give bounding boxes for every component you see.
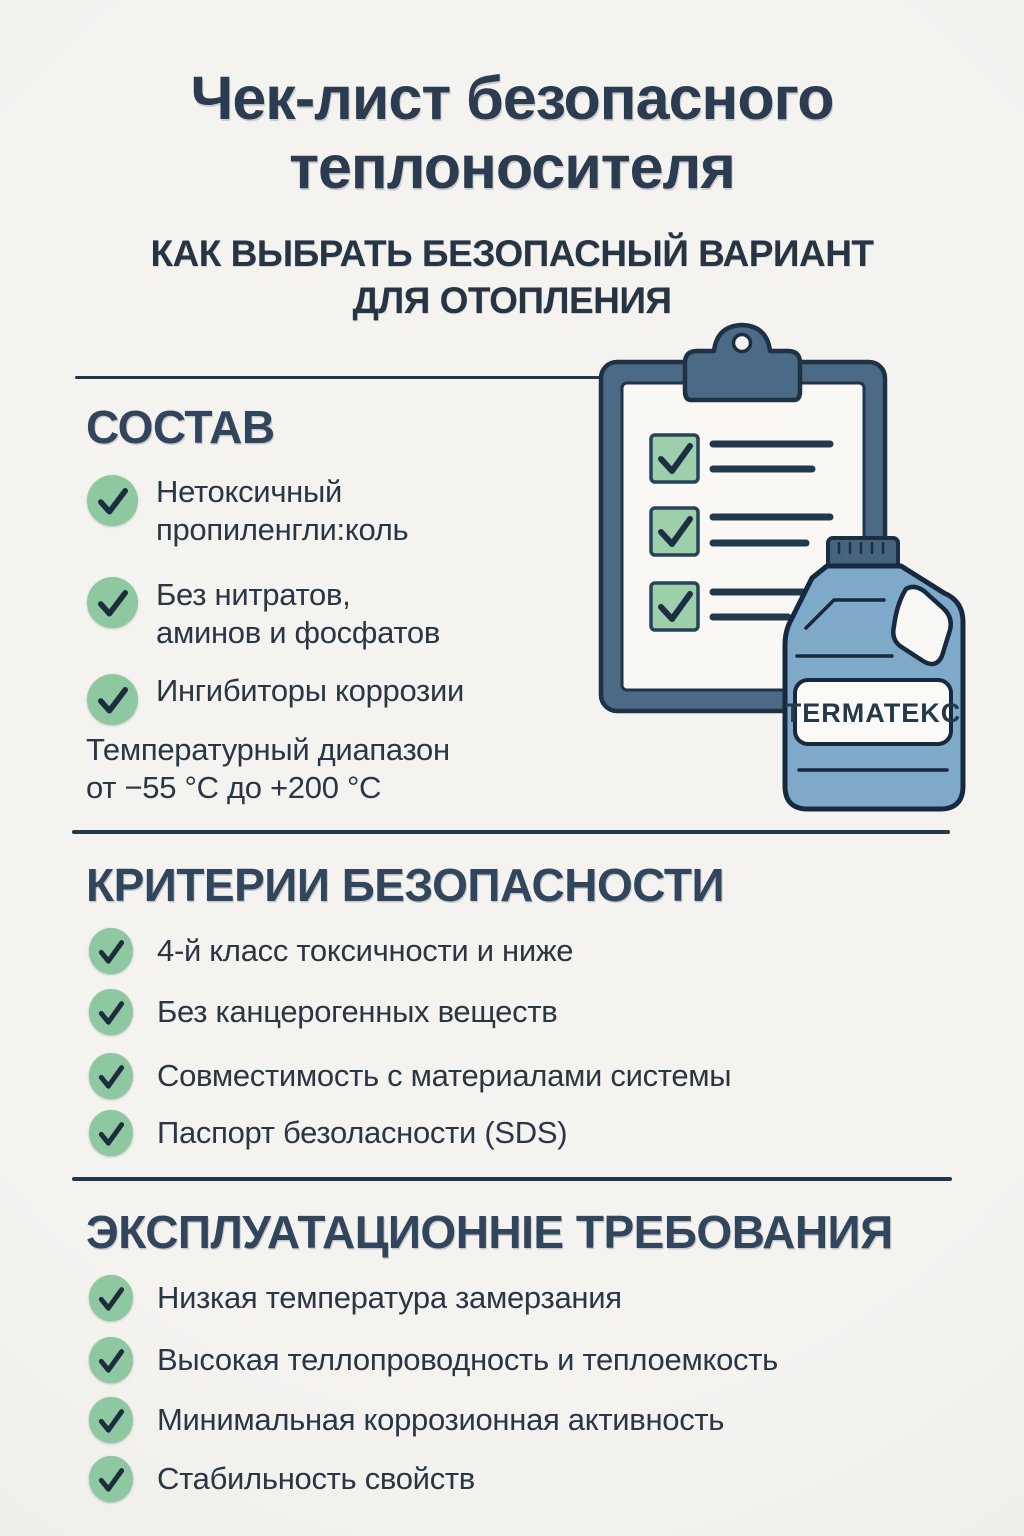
section-heading-ekspluatacionnye: ЭКСПЛУАТАЦИОННІЕ ТРЕБОВАНИЯ [86,1206,893,1258]
item-text: Высокая теллопроводность и теплоемкость [157,1342,778,1377]
check-icon [88,1052,134,1100]
section-divider [72,830,950,834]
page-title [0,64,1024,202]
checklist-item [88,1052,731,1100]
check-icon [88,1396,134,1444]
check-icon [86,576,139,629]
item-text: Ингибиторы коррозии [156,673,464,708]
section-heading-sostav: СОСТАВ [86,401,275,453]
item-text: Совместимость с материалами системы [157,1058,732,1093]
item-text: Температурный диапазон от −55 °C до +200 °C [86,732,450,805]
checklist-item [86,670,464,726]
checklist-item-no-check [86,731,450,807]
section-heading-kriterii: КРИТЕРИИ БЕЗОПАСНОСТИ [86,859,725,911]
clip-hole [734,335,751,352]
paper-checkboxes [651,435,698,630]
item-text: 4-й класс токсичности и ниже [157,933,574,968]
bottle [785,538,963,809]
item-text: Минимальная коррозионная активность [157,1402,725,1437]
check-icon [88,1455,134,1503]
clipboard-bottle-illustration [580,300,1020,820]
checklist-item [88,1455,475,1503]
check-icon [86,673,139,726]
item-text: Стабильность свойств [157,1461,475,1496]
item-text: Низкая температура замерзания [157,1280,622,1315]
checklist-item [88,1274,622,1322]
item-text: Нетоксичный пропиленгли:коль [156,474,409,547]
item-text: Без нитратов, аминов и фосфатов [156,577,441,650]
checklist-item [86,574,440,652]
checklist-item [88,1336,778,1384]
check-icon [88,1109,134,1157]
check-icon [88,1274,134,1322]
checklist-item [88,988,557,1036]
bottle-label-text: TERMATEKC [784,698,962,728]
check-icon [88,988,134,1036]
item-text: Паспорт безоласности (SDS) [157,1115,568,1150]
page-subtitle-line1: КАК ВЫБРАТЬ БЕЗОПАСНЫЙ ВАРИАНТ [150,233,874,274]
page-subtitle-line2: ДЛЯ ОТОПЛЕНИЯ [352,280,672,322]
item-text: Без канцерогенных веществ [157,994,558,1029]
page-title-line2: теплоносителя [289,132,735,201]
checklist-item [88,927,573,975]
check-icon [88,927,134,975]
checklist-item [86,471,408,549]
section-divider [72,1177,952,1181]
checklist-item [88,1109,567,1157]
check-icon [86,474,139,527]
check-icon [88,1336,134,1384]
section-divider [75,376,614,379]
checklist-item [88,1396,724,1444]
page-title-line1: Чек-лист безопасного [190,64,834,132]
